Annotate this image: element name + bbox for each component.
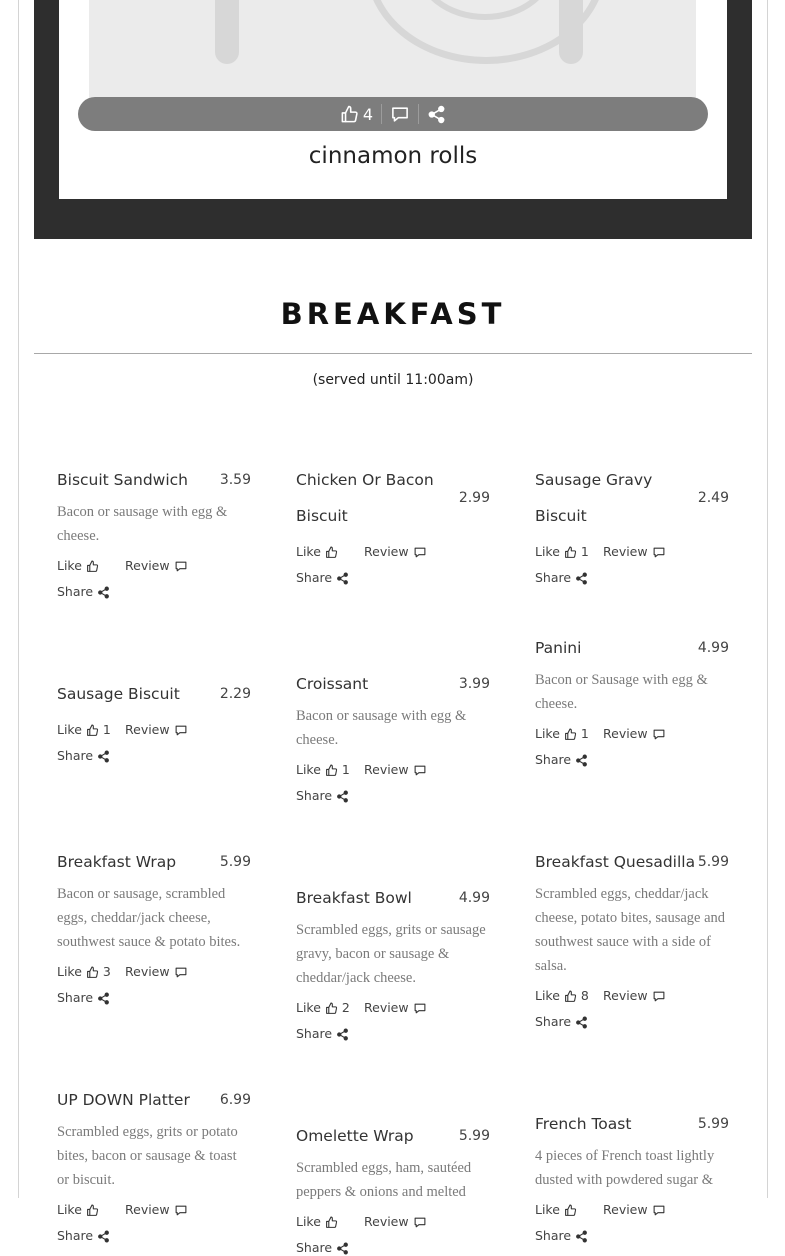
review-label: Review	[125, 558, 170, 573]
menu-item-actions	[535, 988, 729, 1004]
menu-item-price: 4.99	[458, 890, 490, 906]
menu-item	[296, 666, 490, 804]
share-label: Share	[296, 1026, 333, 1041]
menu-item	[296, 880, 490, 1042]
menu-item-actions	[296, 1000, 490, 1016]
menu-item	[535, 630, 729, 768]
review-button[interactable]	[364, 762, 427, 778]
menu-item-name[interactable]: Breakfast Wrap	[57, 853, 177, 871]
share-button[interactable]	[57, 748, 110, 764]
share-label: Share	[535, 570, 572, 585]
menu-item-actions	[535, 1202, 729, 1218]
thumbs-up-icon	[86, 1204, 99, 1217]
menu-item-header	[296, 1118, 490, 1154]
like-button[interactable]	[296, 762, 364, 778]
menu-item-description: Bacon or sausage with egg & cheese.	[57, 504, 228, 544]
like-label: Like	[296, 762, 321, 777]
like-button[interactable]	[296, 544, 364, 560]
like-count: 3	[102, 964, 111, 979]
menu-item-actions	[57, 722, 251, 738]
share-label: Share	[57, 990, 94, 1005]
comment-icon	[652, 546, 666, 559]
share-icon	[575, 1230, 588, 1243]
share-button[interactable]	[535, 752, 588, 768]
comment-icon	[174, 1204, 188, 1217]
menu-item-actions	[57, 558, 251, 574]
review-button[interactable]	[603, 988, 666, 1004]
menu-item-description: Bacon or Sausage with egg & cheese.	[535, 672, 708, 712]
menu-item-header	[535, 462, 729, 534]
menu-item-actions	[296, 762, 490, 778]
menu-item-description: 4 pieces of French toast lightly dusted with powdered sugar &	[535, 1148, 715, 1188]
featured-share-button[interactable]	[419, 105, 454, 124]
menu-item-actions	[296, 1214, 490, 1230]
menu-item-actions	[57, 964, 251, 980]
comment-icon	[652, 728, 666, 741]
menu-item-header	[57, 844, 251, 880]
comment-icon	[174, 966, 188, 979]
comment-icon	[413, 1002, 427, 1015]
featured-item-title[interactable]: cinnamon rolls	[308, 143, 478, 169]
review-label: Review	[125, 964, 170, 979]
share-icon	[97, 992, 110, 1005]
like-count: 1	[580, 544, 589, 559]
featured-comment-button[interactable]	[382, 105, 418, 124]
menu-item	[296, 1118, 490, 1256]
share-label: Share	[296, 570, 333, 585]
like-label: Like	[535, 726, 560, 741]
knife-graphic	[559, 0, 583, 64]
share-icon	[336, 790, 349, 803]
like-button[interactable]	[535, 988, 603, 1004]
like-label: Like	[57, 1202, 82, 1217]
thumbs-up-icon	[340, 105, 359, 124]
review-label: Review	[125, 1202, 170, 1217]
like-label: Like	[296, 1214, 321, 1229]
menu-item-header	[57, 676, 251, 712]
share-label: Share	[296, 1240, 333, 1255]
like-button[interactable]	[535, 1202, 603, 1218]
share-button[interactable]	[296, 1026, 349, 1042]
share-icon	[97, 1230, 110, 1243]
menu-item-price: 2.49	[697, 490, 729, 506]
menu-item-price: 6.99	[219, 1092, 251, 1108]
menu-item-name[interactable]: Biscuit Sandwich	[57, 471, 189, 489]
comment-icon	[652, 1204, 666, 1217]
like-count: 1	[102, 722, 111, 737]
like-button[interactable]	[57, 722, 125, 738]
share-label: Share	[535, 752, 572, 767]
review-button[interactable]	[125, 722, 188, 738]
review-button[interactable]	[603, 1202, 666, 1218]
menu-item-description: Scrambled eggs, ham, sautéed peppers & onions and melted	[296, 1160, 472, 1200]
review-button[interactable]	[364, 544, 427, 560]
like-count: 1	[580, 726, 589, 741]
menu-item-header	[535, 630, 729, 666]
share-button[interactable]	[296, 570, 349, 586]
menu-item	[535, 1106, 729, 1244]
share-icon	[336, 572, 349, 585]
share-button[interactable]	[535, 570, 588, 586]
comment-icon	[413, 546, 427, 559]
like-label: Like	[535, 988, 560, 1003]
comment-icon	[174, 724, 188, 737]
menu-item	[296, 462, 490, 586]
featured-like-button[interactable]	[332, 105, 381, 124]
share-icon	[336, 1242, 349, 1255]
menu-item-name[interactable]: Panini	[535, 639, 582, 657]
review-label: Review	[603, 1202, 648, 1217]
menu-item-name[interactable]: Sausage Gravy Biscuit	[535, 471, 653, 525]
thumbs-up-icon	[86, 724, 99, 737]
thumbs-up-icon	[564, 546, 577, 559]
review-button[interactable]	[125, 1202, 188, 1218]
review-label: Review	[364, 544, 409, 559]
menu-item-name[interactable]: Breakfast Quesadilla	[535, 853, 696, 871]
review-label: Review	[125, 722, 170, 737]
thumbs-up-icon	[564, 1204, 577, 1217]
review-label: Review	[364, 762, 409, 777]
share-icon	[336, 1028, 349, 1041]
menu-item-price: 2.99	[458, 490, 490, 506]
share-button[interactable]	[57, 584, 110, 600]
menu-item-price: 5.99	[697, 1116, 729, 1132]
menu-item-description: Bacon or sausage, scrambled eggs, cheddar/jack cheese, southwest sauce & potato bites.	[57, 886, 241, 950]
menu-item-name[interactable]: Croissant	[296, 675, 369, 693]
thumbs-up-icon	[564, 990, 577, 1003]
thumbs-up-icon	[325, 1002, 338, 1015]
like-label: Like	[57, 964, 82, 979]
comment-icon	[413, 1216, 427, 1229]
share-icon	[575, 754, 588, 767]
fork-graphic	[215, 0, 239, 64]
comment-icon	[390, 105, 410, 124]
share-button[interactable]	[57, 990, 110, 1006]
menu-item-name[interactable]: Sausage Biscuit	[57, 685, 180, 703]
like-label: Like	[296, 544, 321, 559]
share-button[interactable]	[535, 1014, 588, 1030]
like-button[interactable]	[57, 558, 125, 574]
section-divider	[34, 353, 752, 354]
menu-item-actions	[296, 544, 490, 560]
share-label: Share	[296, 788, 333, 803]
like-count: 2	[341, 1000, 350, 1015]
share-button[interactable]	[535, 1228, 588, 1244]
section-note: (served until 11:00am)	[312, 372, 474, 388]
menu-item	[57, 844, 251, 1006]
like-button[interactable]	[296, 1214, 364, 1230]
menu-item-name[interactable]: UP DOWN Platter	[57, 1091, 190, 1109]
like-count: 8	[580, 988, 589, 1003]
share-label: Share	[535, 1014, 572, 1029]
menu-item-name[interactable]: Breakfast Bowl	[296, 889, 412, 907]
menu-item-header	[296, 462, 490, 534]
review-label: Review	[364, 1000, 409, 1015]
share-label: Share	[535, 1228, 572, 1243]
featured-social-bar	[78, 97, 708, 131]
review-button[interactable]	[364, 1000, 427, 1016]
thumbs-up-icon	[325, 764, 338, 777]
share-icon	[575, 572, 588, 585]
comment-icon	[413, 764, 427, 777]
menu-item-price: 5.99	[219, 854, 251, 870]
share-button[interactable]	[296, 1240, 349, 1256]
comment-icon	[652, 990, 666, 1003]
like-label: Like	[535, 544, 560, 559]
review-label: Review	[603, 544, 648, 559]
like-button[interactable]	[57, 964, 125, 980]
menu-item-price: 4.99	[697, 640, 729, 656]
menu-item-price: 3.59	[219, 472, 251, 488]
share-label: Share	[57, 584, 94, 599]
share-label: Share	[57, 1228, 94, 1243]
comment-icon	[174, 560, 188, 573]
thumbs-up-icon	[325, 546, 338, 559]
review-button[interactable]	[125, 558, 188, 574]
menu-item-actions	[535, 544, 729, 560]
menu-item-price: 5.99	[458, 1128, 490, 1144]
like-label: Like	[57, 722, 82, 737]
share-icon	[575, 1016, 588, 1029]
share-icon	[427, 105, 446, 124]
menu-item-header	[57, 462, 251, 498]
share-label: Share	[57, 748, 94, 763]
share-icon	[97, 586, 110, 599]
menu-item	[57, 462, 251, 600]
menu-item-header	[535, 1106, 729, 1142]
menu-item	[535, 462, 729, 586]
menu-item-price: 5.99	[697, 854, 729, 870]
like-button[interactable]	[535, 726, 603, 742]
review-button[interactable]	[364, 1214, 427, 1230]
menu-item-header	[57, 1082, 251, 1118]
like-button[interactable]	[296, 1000, 364, 1016]
menu-item-header	[296, 666, 490, 702]
thumbs-up-icon	[86, 966, 99, 979]
menu-item-name[interactable]: Omelette Wrap	[296, 1127, 414, 1145]
section-title: BREAKFAST	[280, 297, 506, 331]
menu-item-description: Bacon or sausage with egg & cheese.	[296, 708, 467, 748]
review-button[interactable]	[125, 964, 188, 980]
share-icon	[97, 750, 110, 763]
menu-item-actions	[535, 726, 729, 742]
like-count: 1	[341, 762, 350, 777]
review-label: Review	[603, 726, 648, 741]
thumbs-up-icon	[86, 560, 99, 573]
menu-item-name[interactable]: Chicken Or Bacon Biscuit	[296, 471, 434, 525]
share-button[interactable]	[57, 1228, 110, 1244]
menu-item-header	[296, 880, 490, 916]
share-button[interactable]	[296, 788, 349, 804]
like-label: Like	[296, 1000, 321, 1015]
thumbs-up-icon	[564, 728, 577, 741]
like-button[interactable]	[57, 1202, 125, 1218]
review-button[interactable]	[603, 544, 666, 560]
menu-item-price: 2.29	[219, 686, 251, 702]
like-label: Like	[57, 558, 82, 573]
menu-item-description: Scrambled eggs, cheddar/jack cheese, potato bites, sausage and southwest sauce with a side of salsa.	[535, 886, 726, 974]
menu-item-price: 3.99	[458, 676, 490, 692]
menu-item	[535, 844, 729, 1030]
menu-item-header	[535, 844, 729, 880]
menu-item-description: Scrambled eggs, grits or potato bites, bacon or sausage & toast or biscuit.	[57, 1124, 238, 1188]
review-label: Review	[364, 1214, 409, 1229]
menu-item-actions	[57, 1202, 251, 1218]
menu-item	[57, 1082, 251, 1244]
like-button[interactable]	[535, 544, 603, 560]
like-label: Like	[535, 1202, 560, 1217]
thumbs-up-icon	[325, 1216, 338, 1229]
review-label: Review	[603, 988, 648, 1003]
menu-item-name[interactable]: French Toast	[535, 1115, 632, 1133]
featured-like-count: 4	[362, 104, 374, 124]
review-button[interactable]	[603, 726, 666, 742]
menu-item	[57, 676, 251, 764]
menu-item-description: Scrambled eggs, grits or sausage gravy, bacon or sausage & cheddar/jack cheese.	[296, 922, 486, 986]
